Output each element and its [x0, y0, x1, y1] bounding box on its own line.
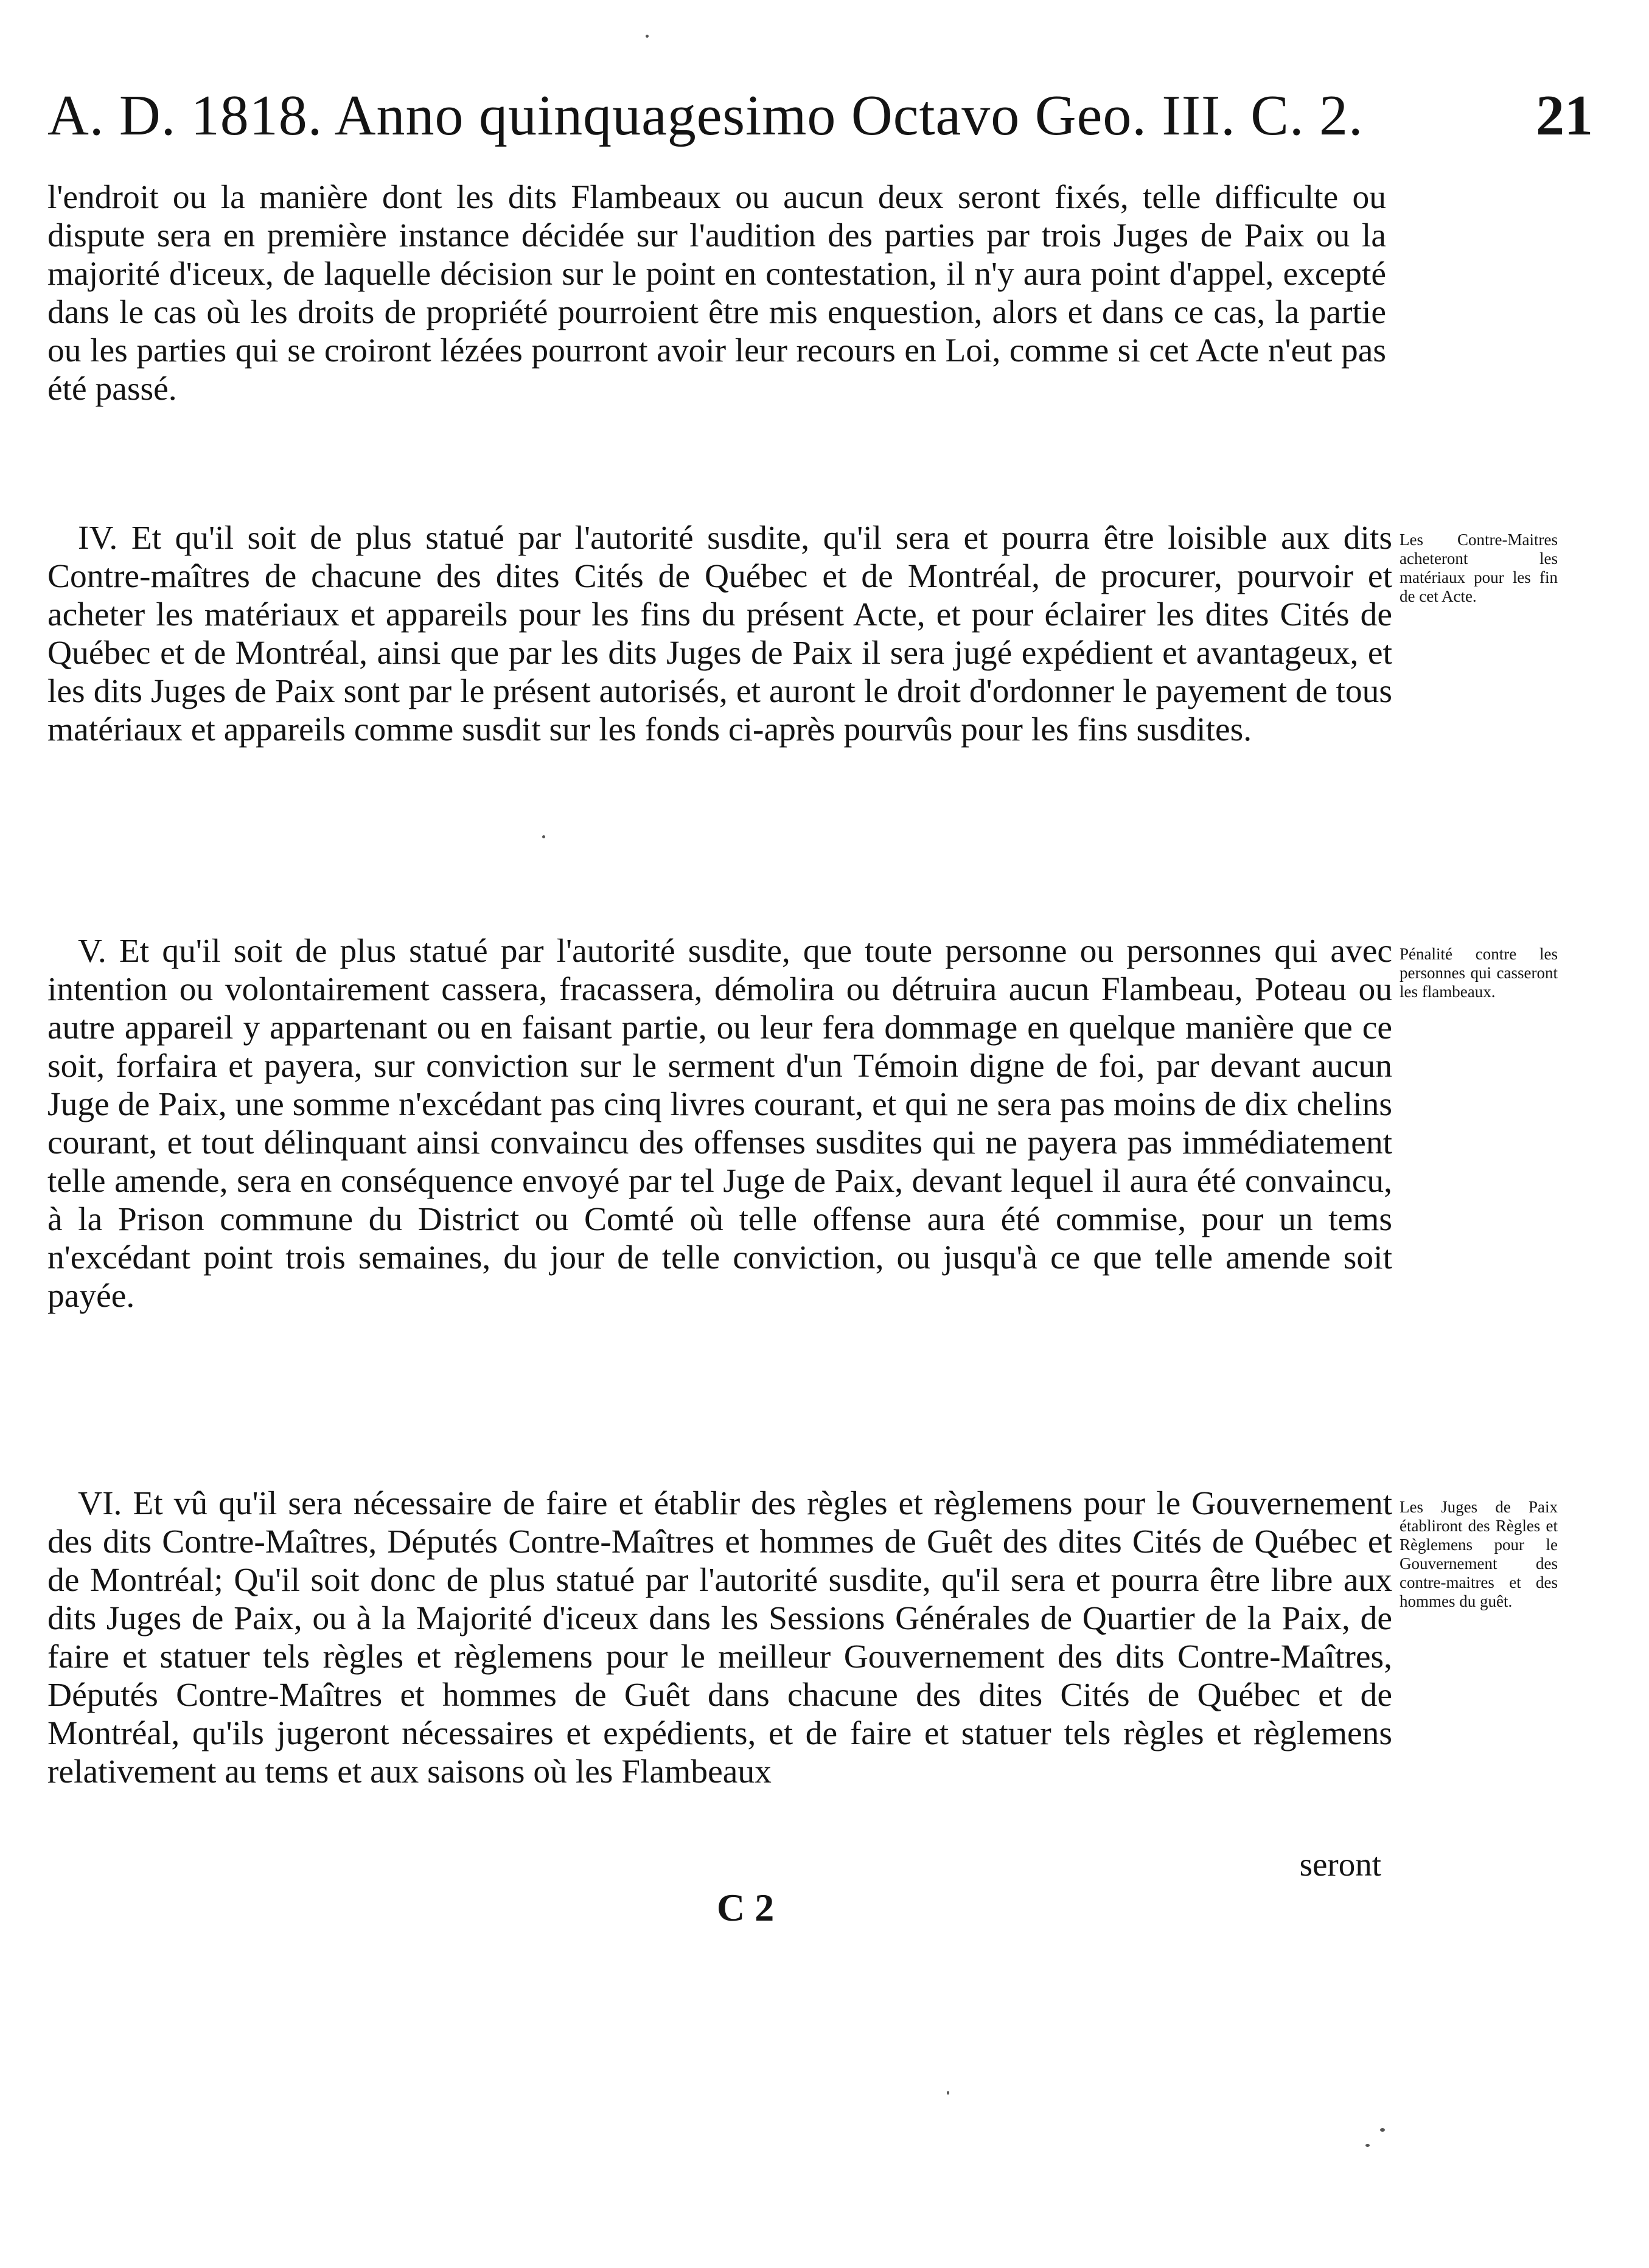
print-speck [542, 835, 545, 838]
print-speck [1365, 2144, 1370, 2147]
header-title: A. D. 1818. Anno quinquagesimo Octavo Geo. III. C. 2. [47, 84, 1364, 147]
section-v-paragraph: V. Et qu'il soit de plus statué par l'autorité susdite, que toute personne ou personnes qui avec intention ou volontairement cassera, fracassera, démolira ou détruira aucun Flambeau, Poteau ou autre appareil y appartenant ou en faisant partie, ou leur fera dommage en quelque manière que ce soit, forfaira et payera, sur conviction sur le serment d'un Témoin digne de foi, par devant aucun Juge de Paix, une somme n'excédant pas cinq livres courant, et qui ne sera pas moins de dix chelins courant, et tout délinquant ainsi convaincu des offenses susdites qui ne payera pas immédiatement telle amende, sera en conséquence envoyé par tel Juge de Paix, devant lequel il aura été convaincu, à la Prison commune du District ou Comté où telle offense aura été commise, pour un tems n'excédant point trois semaines, du jour de telle conviction, ou jusqu'à ce que telle amende soit payée. [47, 933, 1392, 1315]
signature-mark: C 2 [717, 1886, 775, 1929]
margin-note-section-v: Pénalité contre les personnes qui casseront les flambeaux. [1400, 945, 1558, 1001]
section-iv-paragraph: IV. Et qu'il soit de plus statué par l'autorité susdite, qu'il sera et pourra être loisible aux dits Contre-maîtres de chacune des dites Cités de Québec et de Montréal, de procurer, pourvoir et acheter les matériaux et appareils pour les fins du présent Acte, et pour éclairer les dites Cités de Québec et de Montréal, ainsi que par les dits Juges de Paix il sera jugé expédient et avantageux, et les dits Juges de Paix sont par le présent autorisés, et auront le droit d'ordonner le payement de tous matériaux et appareils comme susdit sur les fonds ci-après pourvûs pour les fins susdites. [47, 520, 1392, 748]
margin-note-section-iv: Les Contre-Maitres acheteront les matériaux pour les fin de cet Acte. [1400, 530, 1558, 605]
margin-note-section-vi: Les Juges de Paix établiront des Règles et Règlemens pour le Gouvernement des contre-maitres et des hommes du guêt. [1400, 1498, 1558, 1610]
print-speck [947, 2091, 949, 2095]
page-number: 21 [1536, 84, 1593, 147]
running-header [47, 79, 1593, 158]
print-speck [1380, 2128, 1385, 2132]
print-speck [646, 35, 649, 38]
catchword: seront [1299, 1846, 1381, 1883]
section-vi-paragraph: VI. Et vû qu'il sera nécessaire de faire et établir des règles et règlemens pour le Gouvernement des dits Contre-Maîtres, Députés Contre-Maîtres et hommes de Guêt des dites Cités de Québec et de Montréal; Qu'il soit donc de plus statué par l'autorité susdite, qu'il sera et pourra être libre aux dits Juges de Paix, ou à la Majorité d'iceux dans les Sessions Générales de Quartier de la Paix, de faire et statuer tels règles et règlemens pour le meilleur Gouvernement des dits Contre-Maîtres, Députés Contre-Maîtres et hommes de Guêt dans chacune des dites Cités de Québec et de Montréal, qu'ils jugeront nécessaires et expédients, et de faire et statuer tels règles et règlemens relativement au tems et aux saisons où les Flambeaux [47, 1485, 1392, 1790]
paragraph-continuation: l'endroit ou la manière dont les dits Flambeaux ou aucun deux seront fixés, telle difficulte ou dispute sera en première instance décidée sur l'audition des parties par trois Juges de Paix ou la majorité d'iceux, de laquelle décision sur le point en contestation, il n'y aura point d'appel, excepté dans le cas où les droits de propriété pourroient être mis enquestion, alors et dans ce cas, la partie ou les parties qui se croiront lézées pourront avoir leur recours en Loi, comme si cet Acte n'eut pas été passé. [47, 179, 1386, 408]
